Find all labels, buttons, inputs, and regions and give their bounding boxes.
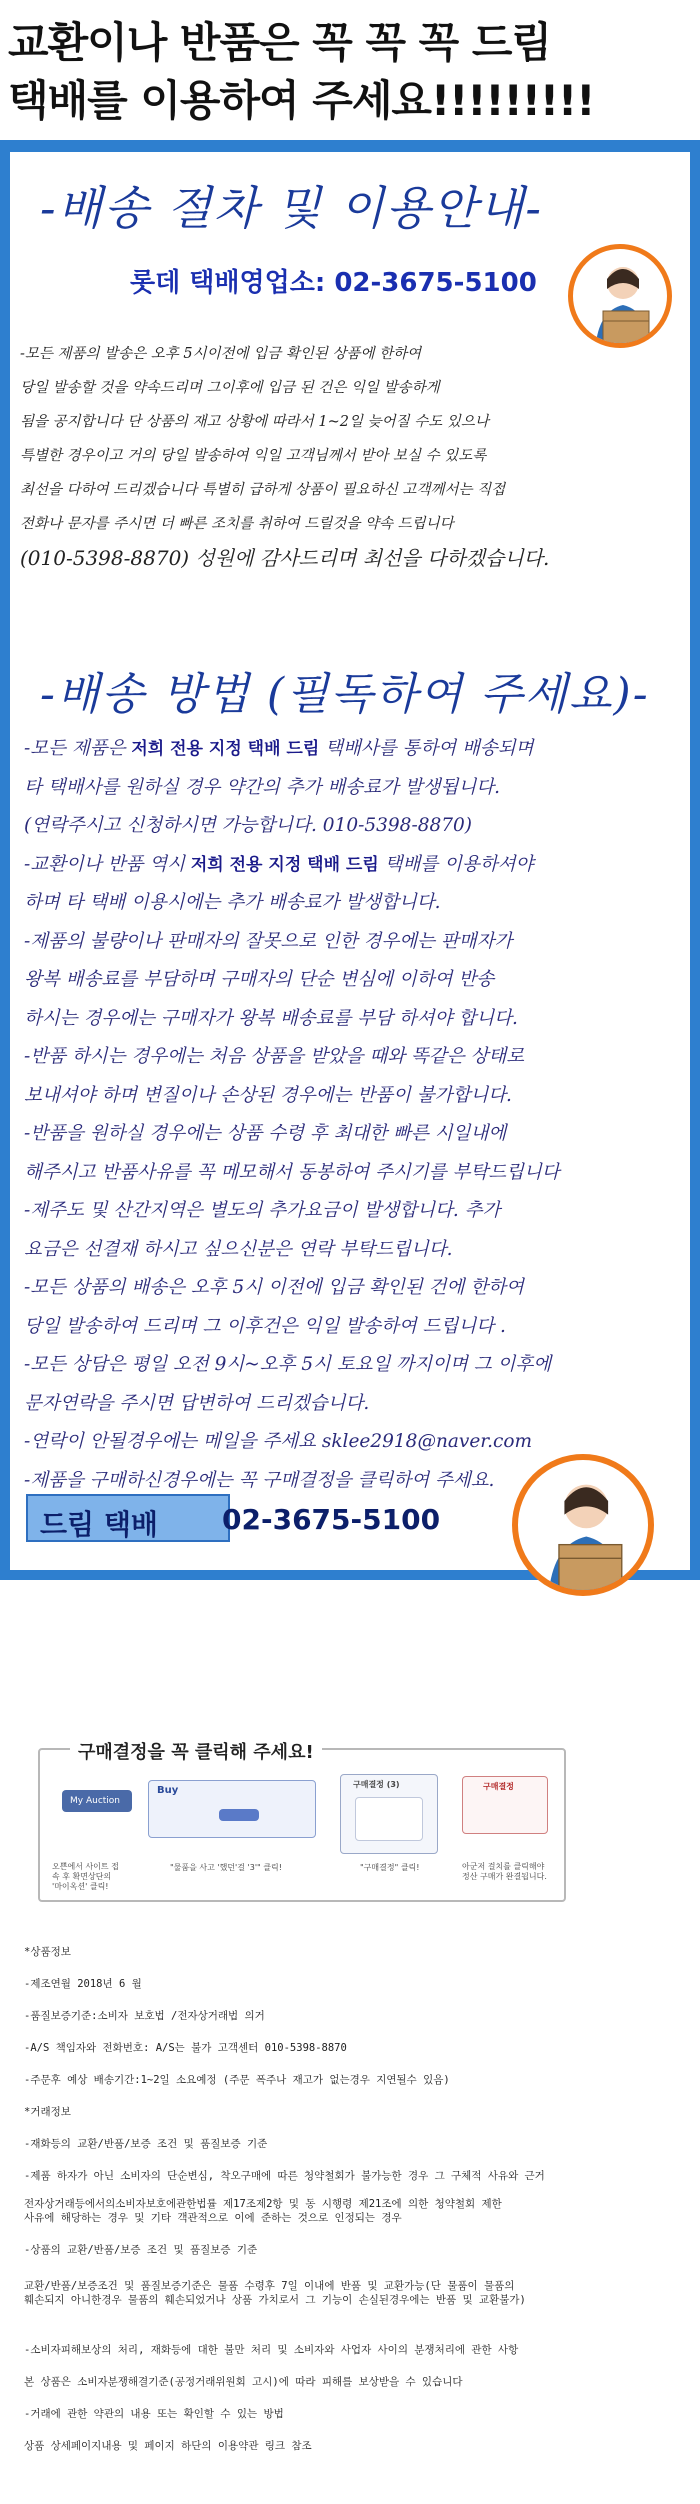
dream-delivery-label: 드림 택배 — [40, 1508, 158, 1541]
rule-line: -제주도 및 산간지역은 별도의 추가요금이 발생합니다. 추가 — [24, 1200, 501, 1221]
guide-caption-1: 오쁜에서 사이트 접속 후 확면상단의 '마이옥션' 클릭! — [52, 1862, 119, 1891]
rule-line: 타 택배사를 원하실 경우 약간의 추가 배송료가 발생됩니다. — [24, 776, 500, 798]
rule-line: 문자연락을 주시면 답변하여 드리겠습니다. — [24, 1392, 370, 1414]
info-line: -상품의 교환/반품/보증 조건 및 품질보증 기준 — [24, 2244, 258, 2256]
staff-illustration-icon — [573, 249, 672, 348]
procedure-line: 최선을 다하여 드리겠습니다 특별히 급하게 상품이 필요하신 고객께서는 직접 — [20, 482, 506, 498]
info-line: 전자상거래등에서의소비자보호에관한법률 제17조제2항 및 동 시행령 제21조에 의한 청약철회 제한 — [24, 2198, 502, 2210]
info-heading: *거래정보 — [24, 2106, 71, 2118]
purchase-guide-title: 구매결정을 꼭 클릭해 주세요! — [70, 1738, 322, 1764]
rule-line: 하시는 경우에는 구매자가 왕복 배송료를 부담 하셔야 합니다. — [24, 1007, 518, 1029]
procedure-line: -모든 제품의 발송은 오후 5시이전에 입금 확인된 상품에 한하여 — [20, 346, 422, 362]
rule-line-email[interactable]: -연락이 안될경우에는 메일을 주세요 sklee2918@naver.com — [24, 1431, 533, 1452]
rule-line: -반품을 원하실 경우에는 상품 수령 후 최대한 빠른 시일내에 — [24, 1123, 507, 1144]
buy-screen-thumb: Buy — [148, 1780, 316, 1838]
procedure-line: 당일 발송할 것을 약속드리며 그이후에 입금 된 건은 익일 발송하게 — [20, 380, 440, 396]
rule-line: 요금은 선결재 하시고 싶으신분은 연락 부탁드립니다. — [24, 1238, 453, 1260]
info-line: 상품 상세페이지내용 및 페이지 하단의 이용약관 링크 참조 — [24, 2440, 312, 2452]
rule-highlight: 저희 전용 지정 택배 드림 — [131, 739, 320, 759]
section-title-method: -배송 방법 (필독하여 주세요)- — [40, 669, 650, 720]
rule-line: (연락주시고 신청하시면 가능합니다. 010-5398-8870) — [24, 815, 472, 836]
decide-button-thumb[interactable]: 구매결정 — [462, 1776, 548, 1834]
info-line: -재화등의 교환/반품/보증 조건 및 품질보증 기준 — [24, 2138, 268, 2150]
info-line: 사유에 해당하는 경우 및 기타 객관적으로 이에 준하는 것으로 인정되는 경우 — [24, 2212, 402, 2224]
notice-frame — [0, 140, 700, 1580]
guide-caption-2: "물품을 사고 '했던'걸 '3'" 클릭! — [170, 1863, 282, 1872]
header-line-2: 택배를 이용하여 주세요!!!!!!!!! — [8, 76, 595, 125]
info-heading: *상품정보 — [24, 1946, 71, 1958]
rule-line: 해주시고 반품사유를 꼭 메모해서 동봉하여 주시기를 부탁드립니다 — [24, 1161, 560, 1183]
rule-line: -모든 상담은 평일 오전 9시~오후 5시 토요일 까지이며 그 이후에 — [24, 1354, 552, 1375]
staff-avatar — [568, 244, 672, 348]
rule-line: 왕복 배송료를 부담하며 구매자의 단순 변심에 이하여 반송 — [24, 969, 495, 990]
section-title-procedure: -배송 절차 및 이용안내- — [40, 181, 543, 235]
rule-highlight: 저희 전용 지정 택배 드림 — [190, 854, 379, 875]
info-line: -A/S 책임자와 전화번호: A/S는 불가 고객센터 010-5398-8870 — [24, 2042, 347, 2054]
info-line: -제품 하자가 아닌 소비자의 단순변심, 착오구매에 따른 청약철회가 불가능한 경우 그 구체적 사유와 근거 — [24, 2170, 545, 2182]
header-banner — [0, 0, 700, 138]
my-auction-tab[interactable]: My Auction — [62, 1790, 132, 1812]
info-line: -주문후 예상 배송기간:1~2일 소요예정 (주문 폭주나 재고가 없는경우 지연될수 있음) — [24, 2074, 450, 2086]
rule-line: 보내셔야 하며 변질이나 손상된 경우에는 반품이 불가합니다. — [24, 1084, 512, 1106]
procedure-line: 됨을 공지합니다 단 상품의 재고 상황에 따라서 1~2일 늦어질 수도 있으나 — [20, 414, 489, 430]
info-line: -거래에 관한 약관의 내용 또는 확인할 수 있는 방법 — [24, 2408, 284, 2420]
info-line: 교환/반품/보증조건 및 품질보증기준은 물품 수령후 7일 이내에 반품 및 교환가능(단 물품이 물품의 — [24, 2280, 515, 2292]
procedure-line: 특별한 경우이고 거의 당일 발송하여 익일 고객님께서 받아 보실 수 있도록 — [20, 448, 487, 464]
procedure-text — [20, 337, 680, 575]
info-line: 훼손되지 아니한경우 물품의 훼손되었거나 상품 가치로서 그 기능이 손실된경우에는 반품 및 교환불가) — [24, 2294, 526, 2306]
guide-caption-4: 아군저 걸치를 클릭해야 정산 구매가 완결됩니다. — [462, 1862, 547, 1881]
info-line: -품질보증기준:소비자 보호법 /전자상거래법 의거 — [24, 2010, 265, 2022]
rule-line: 당일 발송하여 드리며 그 이후건은 익일 발송하여 드립니다 . — [24, 1315, 506, 1337]
rule-line: -교환이나 반품 역시 저희 전용 지정 택배 드림 택배를 이용하셔야 — [24, 853, 534, 875]
notice-panel — [10, 152, 690, 1570]
header-line-1: 교환이나 반품은 꼭 꼭 꼭 드림 — [8, 18, 551, 67]
guide-caption-3: "구매결정" 클릭! — [360, 1863, 420, 1872]
info-line: 본 상품은 소비자분쟁해결기준(공정거래위원회 고시)에 따라 피해를 보상받을 수 있습니다 — [24, 2376, 463, 2388]
procedure-line: 전화나 문자를 주시면 더 빠른 조치를 취하여 드릴것을 약속 드립니다 — [20, 516, 454, 532]
rule-line: -모든 제품은 저희 전용 지정 택배 드림 택배사를 통하여 배송되며 — [24, 738, 534, 759]
info-line: -제조연월 2018년 6 월 — [24, 1978, 142, 1990]
procedure-line-contact: (010-5398-8870) 성원에 감사드리며 최선을 다하겠습니다. — [20, 546, 550, 570]
rule-line: -모든 상품의 배송은 오후 5시 이전에 입금 확인된 건에 한하여 — [24, 1277, 524, 1298]
staff-avatar-large — [512, 1454, 654, 1596]
dream-delivery-phone: 02-3675-5100 — [222, 1503, 441, 1536]
rule-line: -제품의 불량이나 판매자의 잘못으로 인한 경우에는 판매자가 — [24, 930, 513, 952]
lotte-phone: 롯데 택배영업소: 02-3675-5100 — [130, 268, 537, 298]
info-line: -소비자피해보상의 처리, 재화등에 대한 불만 처리 및 소비자와 사업자 사이의 분쟁처리에 관한 사항 — [24, 2344, 519, 2356]
decision-popup-thumb: 구매결정 (3) — [340, 1774, 438, 1854]
rule-line: -반품 하시는 경우에는 처음 상품을 받았을 때와 똑같은 상태로 — [24, 1046, 525, 1067]
rule-line: -제품을 구매하신경우에는 꼭 구매결정을 클릭하여 주세요. — [24, 1469, 495, 1491]
method-rules — [24, 730, 684, 1500]
rule-line: 하며 타 택배 이용시에는 추가 배송료가 발생합니다. — [24, 892, 441, 913]
